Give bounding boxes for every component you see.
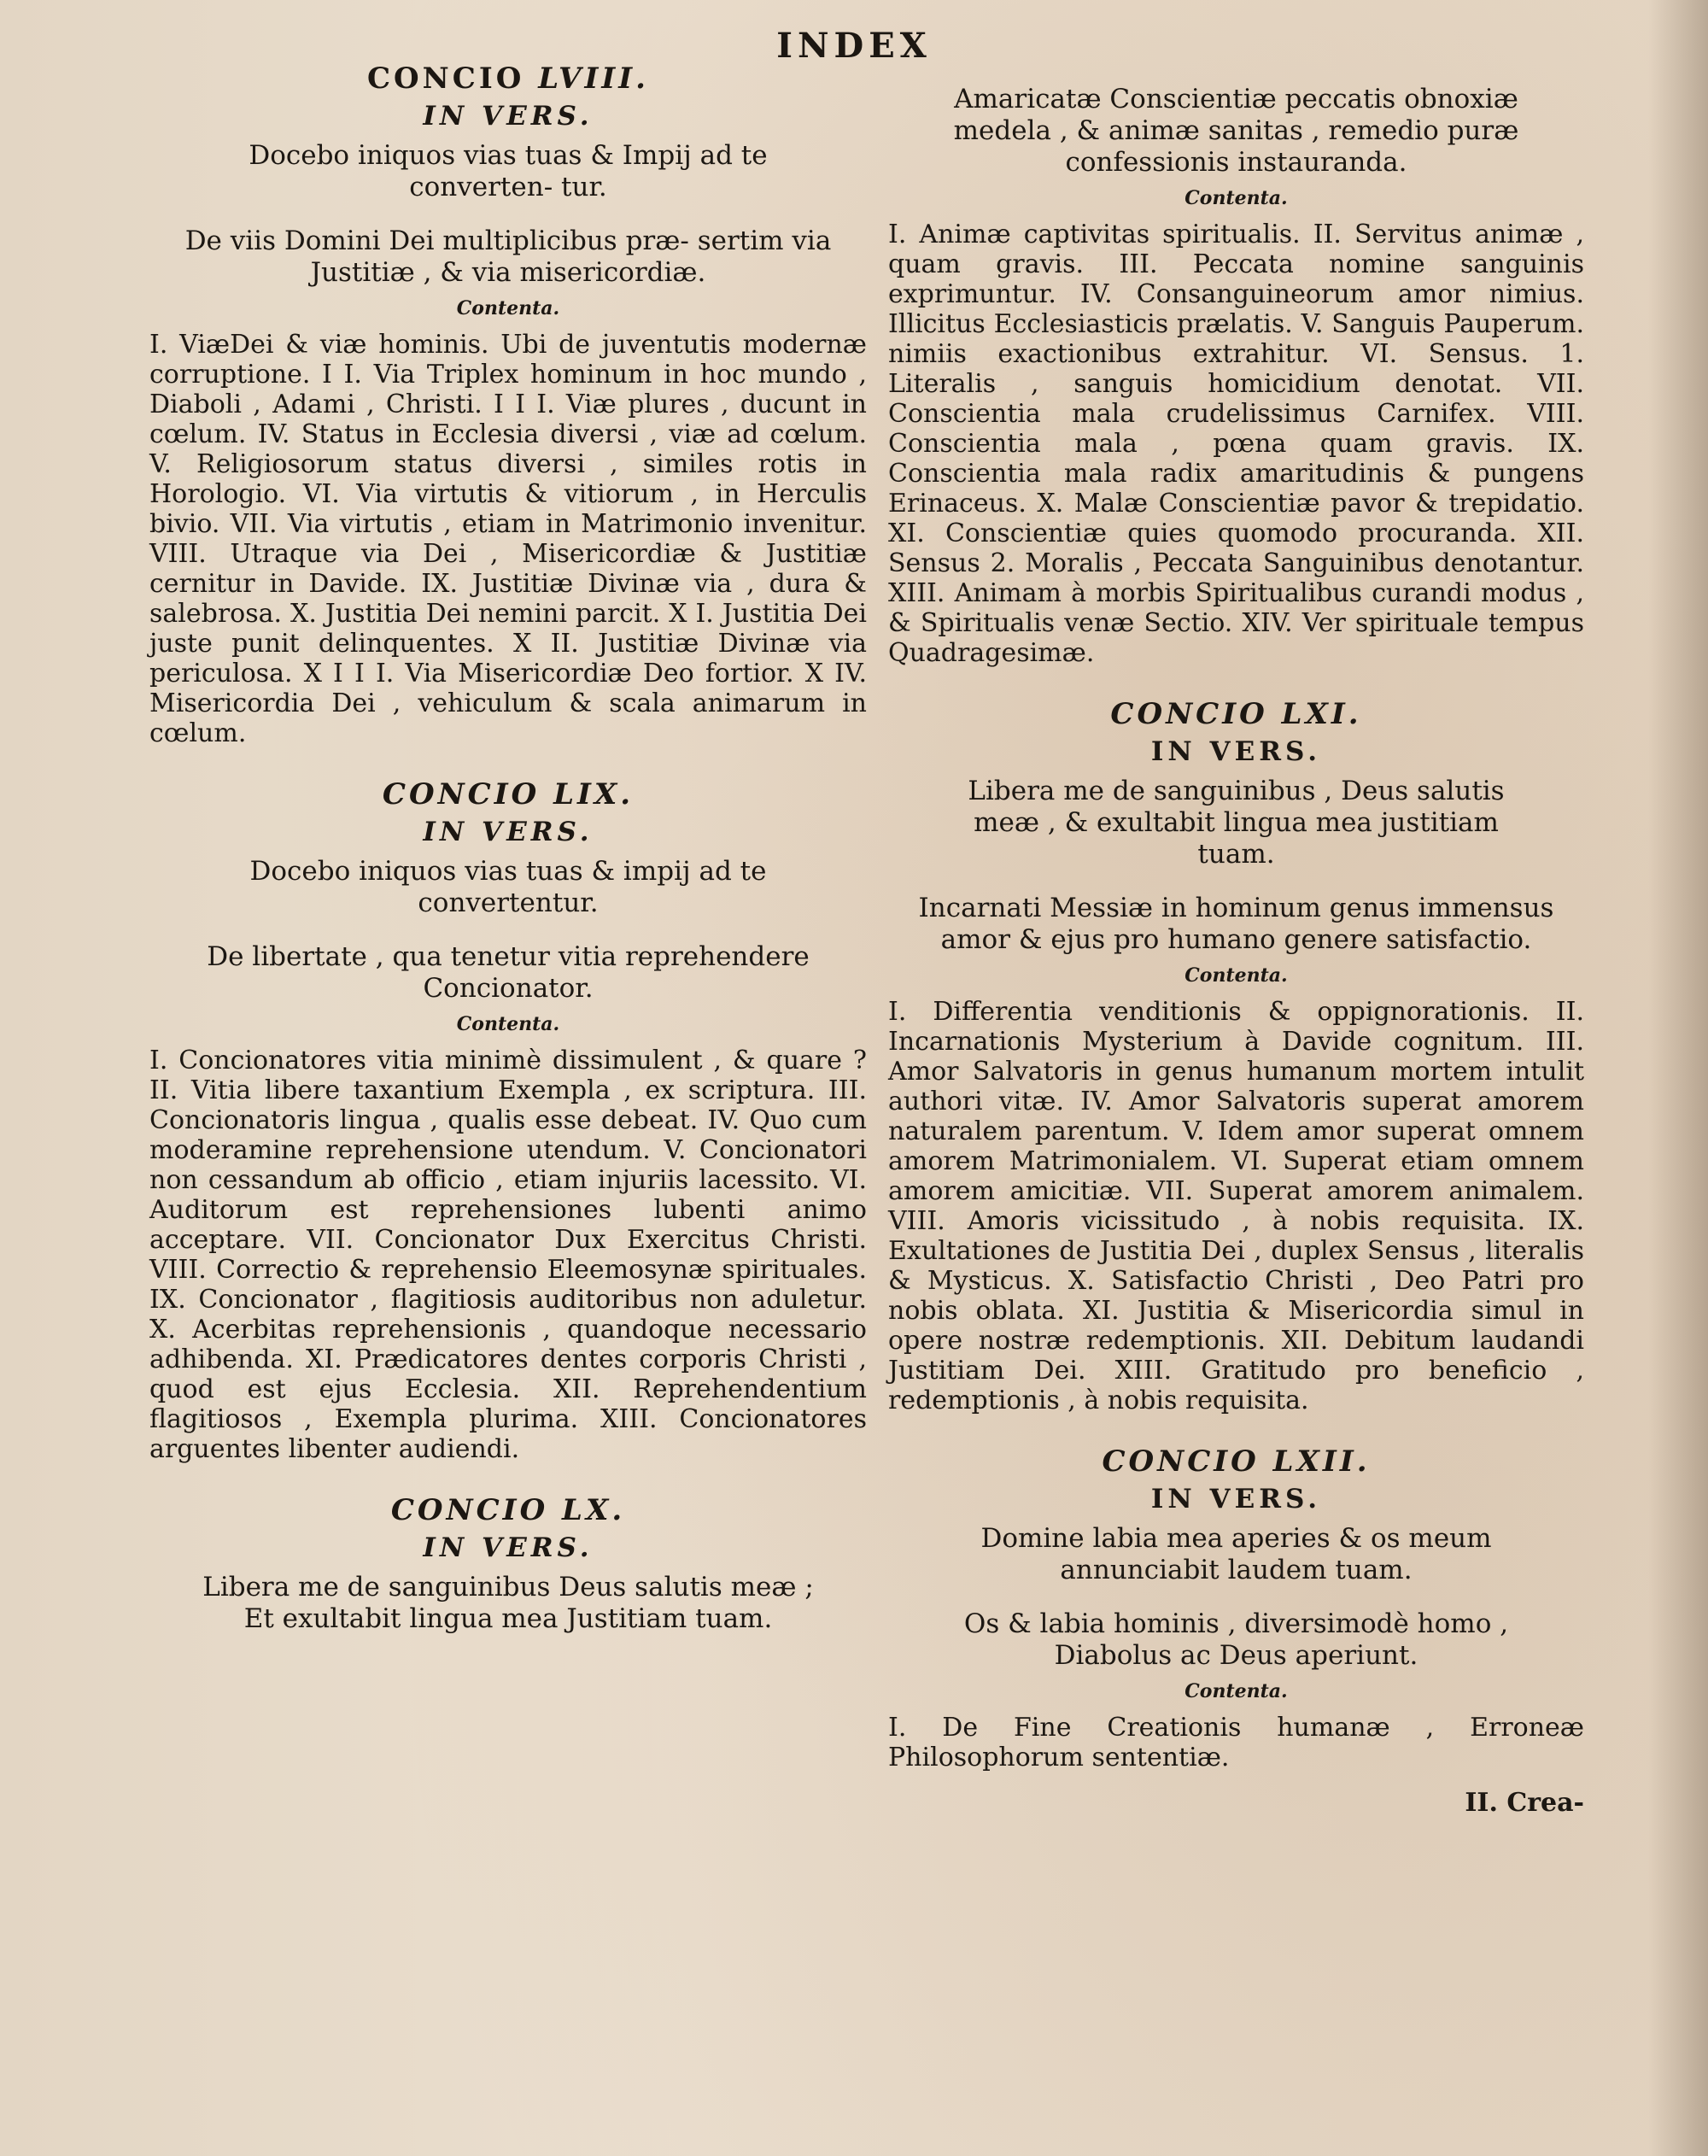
verse-label: IN VERS. (423, 101, 594, 132)
sermon-theme: Incarnati Messiæ in hominum genus immensus amor & ejus pro humano genere satisfactio. (918, 893, 1554, 955)
left-column (149, 62, 867, 1645)
contents-text: I. Animæ captivitas spiritualis. II. Servitus animæ , quam gravis. III. Peccata nomine sanguinis exprimuntur. IV. Consanguineorum amor nimius. Illicitus Ecclesiasticis prælatis. V. Sanguis Pauperum. nimiis exactionibus extrahitur. VI. Sensus. 1. Literalis , sanguis homicidium denotat. VII. Conscientia mala crudelissimus Carnifex. VIII. Conscientia mala , pœna quam gravis. IX. Conscientia mala radix amaritudinis & pungens Erinaceus. X. Malæ Conscientiæ pavor & trepidatio. XI. Conscientiæ quies quomodo procuranda. XII. Sensus 2. Moralis , Peccata Sanguinibus denotantur. XIII. Animam à morbis Spiritualibus curandi modus , & Spiritualis venæ Sectio. XIV. Ver spirituale tempus Quadragesimæ. (888, 220, 1584, 668)
sermon-theme: De libertate , qua tenetur vitia reprehendere Concionator. (207, 941, 810, 1004)
sermon-heading (149, 1493, 867, 1527)
sermon-title: CONCIO (390, 1493, 549, 1527)
sermon-60-continued (888, 84, 1584, 668)
sermon-title: CONCIO (367, 62, 525, 96)
sermon-title: CONCIO (1102, 1444, 1260, 1479)
contents-text: I. ViæDei & viæ hominis. Ubi de juventutis modernæ corruptione. I I. Via Triplex hominum in hoc mundo , Diaboli , Adami , Christi. I I I. Viæ plures , ducunt in cœlum. IV. Status in Ecclesia diversi , viæ ad cœlum. V. Religiosorum status diversi , similes rotis in Horologio. VI. Via virtutis & vitiorum , in Herculis bivio. VII. Via virtutis , etiam in Matrimonio invenitur. VIII. Utraque via Dei , Misericordiæ & Justitiæ cernitur in Davide. IX. Justitiæ Divinæ via , dura & salebrosa. X. Justitia Dei nemini parcit. X I. Justitia Dei juste punit delinquentes. X II. Justitiæ Divinæ via periculosa. X I I I. Via Misericordiæ Deo fortior. X IV. Misericordia Dei , vehiculum & scala animarum in cœlum. (149, 330, 867, 748)
contents-text: I. De Fine Creationis humanæ , Erroneæ Philosophorum sententiæ. (888, 1713, 1584, 1772)
contenta-label: Contenta. (1184, 964, 1288, 987)
contenta-label: Contenta. (456, 1013, 560, 1035)
sermon-theme: De viis Domini Dei multiplicibus præ- sertim via Justitiæ , & via misericordiæ. (184, 226, 832, 288)
sermon-theme: Os & labia hominis , diversimodè homo , Diabolus ac Deus aperiunt. (963, 1608, 1509, 1671)
sermon-60 (149, 1493, 867, 1635)
contents-text: I. Differentia venditionis & oppignorationis. II. Incarnationis Mysterium à Davide cognitum. III. Amor Salvatoris in genus humanum mortem intulit authori vitæ. IV. Amor Salvatoris superat amorem naturalem parentum. V. Idem amor superat omnem amorem Matrimonialem. VI. Superat etiam omnem amorem amicitiæ. VII. Superat amorem animalem. VIII. Amoris vicissitudo , à nobis requisita. IX. Exultationes de Justitia Dei , duplex Sensus , literalis & Mysticus. X. Satisfactio Christi , Deo Patri pro nobis oblata. XI. Justitia & Misericordia simul in opere nostræ redemptionis. XII. Debitum laudandi Justitiam Dei. XIII. Gratitudo pro beneficio , redemptionis , à nobis requisita. (888, 997, 1584, 1415)
contents-text: I. Concionatores vitia minimè dissimulent , & quare ? II. Vitia libere taxantium Exempla , ex scriptura. III. Concionatoris lingua , qualis esse debeat. IV. Quo cum moderamine reprehensione utendum. V. Concionatori non cessandum ab officio , etiam injuriis lacessito. VI. Auditorum est reprehensiones lubenti animo acceptare. VII. Concionator Dux Exercitus Christi. VIII. Correctio & reprehensio Eleemosynæ spirituales. IX. Concionator , flagitiosis auditoribus non aduletur. X. Acerbitas reprehensionis , quandoque necessario adhibenda. XI. Prædicatores dentes corporis Christi , quod est ejus Ecclesia. XII. Reprehendentium flagitiosos , Exempla plurima. XIII. Concionatores arguentes libenter audiendi. (149, 1046, 867, 1464)
sermon-number: LX. (562, 1493, 626, 1527)
scripture-verse: Docebo iniquos vias tuas & Impij ad te converten- tur. (249, 140, 768, 202)
sermon-number: LXI. (1281, 697, 1362, 731)
sermon-number: LXII. (1272, 1444, 1371, 1479)
scripture-verse: Libera me de sanguinibus Deus salutis meæ ; Et exultabit lingua mea Justitiam tuam. (202, 1572, 814, 1634)
sermon-number: LVIII. (538, 62, 649, 96)
contenta-label: Contenta. (1184, 187, 1288, 209)
sermon-title: CONCIO (1110, 697, 1268, 731)
right-column (888, 62, 1584, 1843)
contenta-label: Contenta. (1184, 1680, 1288, 1702)
scripture-verse: Domine labia mea aperies & os meum annunciabit laudem tuam. (980, 1523, 1492, 1585)
verse-label: IN VERS. (1150, 736, 1322, 767)
page-header: INDEX (776, 26, 932, 66)
catchword: II. Crea- (1465, 1788, 1584, 1818)
sermon-theme: Amaricatæ Conscientiæ peccatis obnoxiæ medela , & animæ sanitas , remedio puræ confessionis instauranda. (953, 84, 1519, 178)
spine-shadow (1648, 0, 1708, 2156)
sermon-heading (149, 777, 867, 811)
sermon-number: LIX. (553, 777, 635, 811)
sermon-heading (149, 62, 867, 96)
sermon-heading (888, 697, 1584, 731)
sermon-62 (888, 1444, 1584, 1772)
sermon-58 (149, 62, 867, 748)
contenta-label: Contenta. (456, 297, 560, 319)
verse-label: IN VERS. (423, 1532, 594, 1563)
scripture-verse: Libera me de sanguinibus , Deus salutis meæ , & exultabit lingua mea justitiam tuam. (968, 776, 1505, 870)
sermon-heading (888, 1444, 1584, 1479)
sermon-61 (888, 697, 1584, 1415)
verse-label: IN VERS. (423, 817, 594, 847)
sermon-59 (149, 777, 867, 1464)
scripture-verse: Docebo iniquos vias tuas & impij ad te convertentur. (249, 856, 767, 918)
sermon-title: CONCIO (382, 777, 541, 811)
verse-label: IN VERS. (1150, 1484, 1322, 1514)
